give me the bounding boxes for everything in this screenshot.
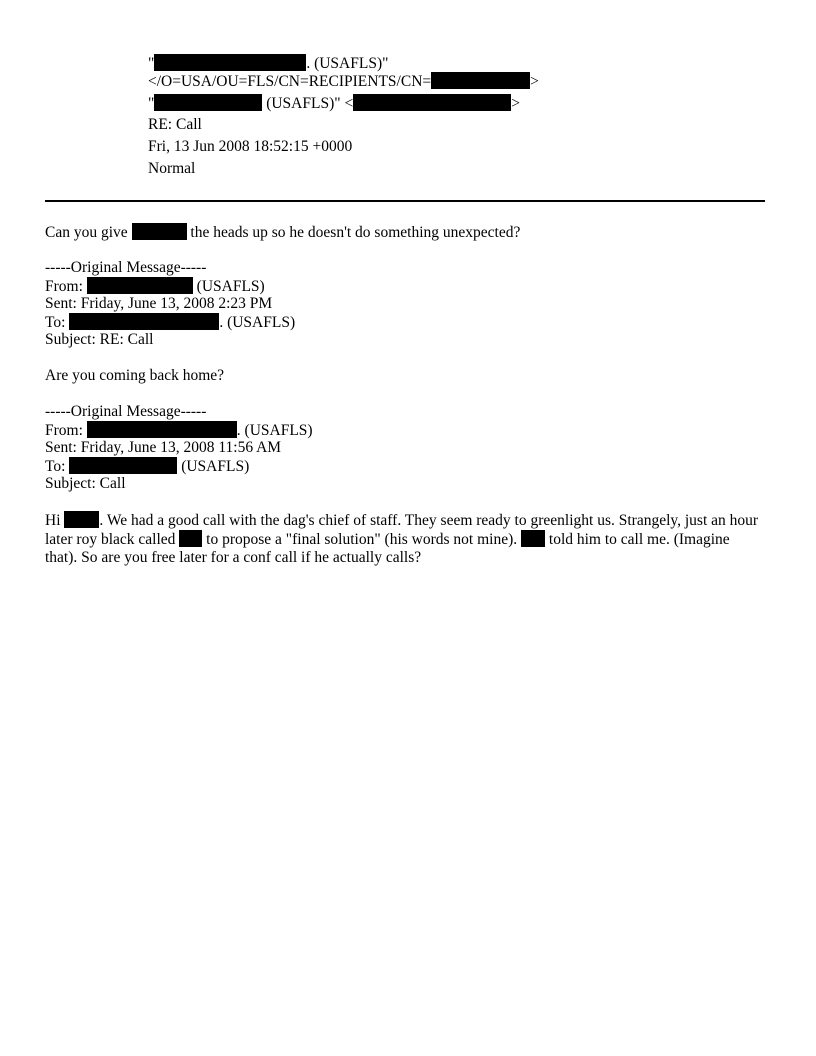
from-value: " . (USAFLS)" [148, 55, 389, 72]
original-message-divider: -----Original Message----- [45, 259, 207, 276]
from-address: </O=USA/OU=FLS/CN=RECIPIENTS/CN= > [148, 73, 539, 90]
intro-message: Can you give the heads up so he doesn't do something unexpected? [45, 224, 521, 241]
redaction-block [69, 457, 177, 474]
importance-value: Normal [148, 160, 196, 177]
redaction-block [87, 277, 193, 294]
redaction-block [132, 223, 187, 240]
redaction-block [154, 94, 262, 111]
redaction-block [154, 54, 306, 71]
to-value: " (USAFLS)" < > [148, 95, 520, 112]
msg2-sent: Sent: Friday, June 13, 2008 11:56 AM [45, 439, 282, 456]
redaction-block [64, 511, 99, 528]
msg1-subject: Subject: RE: Call [45, 331, 154, 348]
msg1-sent: Sent: Friday, June 13, 2008 2:23 PM [45, 295, 273, 312]
msg2-text: Hi . We had a good call with the dag's chief of staff. They seem ready to greenlight us. Strangely, just an hour later roy black called to propose a "final solution" (his words not mine). told him to call me. (Imagine that). So are you free later for a conf call if he actually calls? [45, 512, 759, 566]
redaction-block [521, 530, 545, 547]
msg2-from: From: . (USAFLS) [45, 422, 313, 439]
msg2-to: To: (USAFLS) [45, 458, 250, 475]
subject-value: RE: Call [148, 116, 202, 133]
redaction-block [431, 72, 530, 89]
msg2-subject: Subject: Call [45, 475, 126, 492]
original-message-divider: -----Original Message----- [45, 403, 207, 420]
redaction-block [69, 313, 219, 330]
msg1-from: From: (USAFLS) [45, 278, 265, 295]
msg1-to: To: . (USAFLS) [45, 314, 296, 331]
redaction-block [353, 94, 511, 111]
date-value: Fri, 13 Jun 2008 18:52:15 +0000 [148, 138, 353, 155]
msg1-text: Are you coming back home? [45, 367, 225, 384]
redaction-block [179, 530, 202, 547]
header-divider [45, 200, 765, 202]
redaction-block [87, 421, 237, 438]
